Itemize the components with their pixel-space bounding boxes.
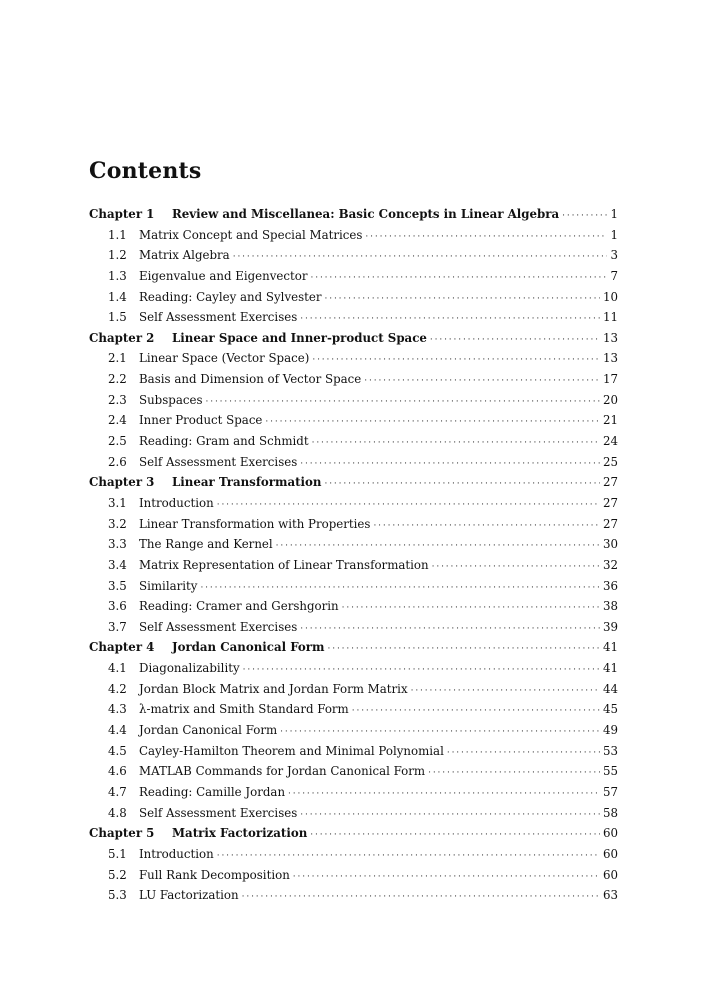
toc-section-entry[interactable] <box>89 620 618 641</box>
section-number: 5.1 <box>108 846 127 861</box>
toc-section-entry[interactable] <box>89 723 618 744</box>
chapter-number: Chapter 3 <box>89 475 155 490</box>
section-title: λ-matrix and Smith Standard Form <box>139 702 349 717</box>
dot-leader <box>373 517 600 531</box>
page-number: 30 <box>602 537 618 552</box>
dot-leader <box>428 764 600 778</box>
dot-leader <box>310 826 600 840</box>
toc-section-entry[interactable] <box>89 517 618 538</box>
section-number: 1.2 <box>108 248 127 263</box>
toc-section-entry[interactable] <box>89 744 618 765</box>
dot-leader <box>432 558 600 572</box>
toc-section-entry[interactable] <box>89 537 618 558</box>
dot-leader <box>200 579 600 593</box>
toc-chapter-entry[interactable] <box>89 826 618 847</box>
page-number: 1 <box>610 227 618 242</box>
dot-leader <box>352 702 600 716</box>
section-title: Jordan Canonical Form <box>139 723 278 738</box>
section-title: Self Assessment Exercises <box>139 310 298 325</box>
section-title: Linear Space (Vector Space) <box>139 351 310 366</box>
section-number: 4.1 <box>108 661 127 676</box>
dot-leader <box>311 269 608 283</box>
dot-leader <box>342 599 600 613</box>
section-number: 4.8 <box>108 805 127 820</box>
dot-leader <box>300 806 600 820</box>
page-number: 49 <box>602 723 618 738</box>
section-number: 1.4 <box>108 289 127 304</box>
toc-section-entry[interactable] <box>89 868 618 889</box>
dot-leader <box>430 331 600 345</box>
toc-section-entry[interactable] <box>89 393 618 414</box>
page-number: 25 <box>602 454 618 469</box>
toc-section-entry[interactable] <box>89 579 618 600</box>
section-title: Eigenvalue and Eigenvector <box>139 268 308 283</box>
dot-leader <box>562 207 607 221</box>
page-number: 1 <box>610 207 618 221</box>
section-number: 3.2 <box>108 516 127 531</box>
toc-section-entry[interactable] <box>89 702 618 723</box>
chapter-title: Matrix Factorization <box>172 826 308 841</box>
dot-leader <box>365 228 607 242</box>
chapter-title: Review and Miscellanea: Basic Concepts in Linear Algebra <box>172 207 560 221</box>
section-number: 4.5 <box>108 743 127 758</box>
section-title: Jordan Block Matrix and Jordan Form Matrix <box>139 681 408 696</box>
section-number: 3.5 <box>108 578 127 593</box>
page-number: 60 <box>602 846 618 861</box>
section-number: 3.1 <box>108 495 127 510</box>
page-number: 55 <box>602 764 618 779</box>
section-number: 3.3 <box>108 537 127 552</box>
section-number: 2.6 <box>108 454 127 469</box>
chapter-number: Chapter 5 <box>89 826 155 841</box>
toc-section-entry[interactable] <box>89 599 618 620</box>
toc-section-entry[interactable] <box>89 310 618 331</box>
page-number: 27 <box>602 516 618 531</box>
toc-chapter-entry[interactable] <box>89 207 618 228</box>
section-number: 2.5 <box>108 434 127 449</box>
section-title: Cayley-Hamilton Theorem and Minimal Polynomial <box>139 743 444 758</box>
page-number: 63 <box>602 888 618 903</box>
section-number: 3.6 <box>108 599 127 614</box>
toc-chapter-entry[interactable] <box>89 640 618 661</box>
toc-section-entry[interactable] <box>89 290 618 311</box>
section-title: Reading: Cramer and Gershgorin <box>139 599 339 614</box>
dot-leader <box>300 310 600 324</box>
section-number: 3.7 <box>108 619 127 634</box>
section-number: 4.7 <box>108 784 127 799</box>
section-title: Self Assessment Exercises <box>139 454 298 469</box>
page-number: 60 <box>602 867 618 882</box>
page-number: 57 <box>602 784 618 799</box>
section-number: 1.1 <box>108 227 127 242</box>
dot-leader <box>300 455 600 469</box>
dot-leader <box>233 248 608 262</box>
table-of-contents <box>89 207 618 909</box>
dot-leader <box>243 661 600 675</box>
page-number: 44 <box>602 681 618 696</box>
section-title: Subspaces <box>139 392 203 407</box>
dot-leader <box>217 496 600 510</box>
toc-chapter-entry[interactable] <box>89 475 618 496</box>
section-number: 1.5 <box>108 310 127 325</box>
page-number: 41 <box>602 640 618 655</box>
page-number: 13 <box>602 351 618 366</box>
section-title: Introduction <box>139 846 214 861</box>
page-number: 60 <box>602 826 618 841</box>
section-title: LU Factorization <box>139 888 239 903</box>
section-title: MATLAB Commands for Jordan Canonical Form <box>139 764 426 779</box>
toc-section-entry[interactable] <box>89 228 618 249</box>
page-number: 7 <box>610 268 618 283</box>
page-number: 3 <box>610 248 618 263</box>
dot-leader <box>364 372 600 386</box>
section-number: 4.2 <box>108 681 127 696</box>
section-number: 1.3 <box>108 268 127 283</box>
page-number: 10 <box>602 289 618 304</box>
section-title: The Range and Kernel <box>139 537 273 552</box>
chapter-title: Jordan Canonical Form <box>172 640 325 655</box>
section-title: Matrix Concept and Special Matrices <box>139 227 363 242</box>
page-number: 27 <box>602 475 618 490</box>
toc-section-entry[interactable] <box>89 496 618 517</box>
toc-section-entry[interactable] <box>89 764 618 785</box>
page-number: 24 <box>602 434 618 449</box>
section-title: Matrix Representation of Linear Transformation <box>139 557 429 572</box>
chapter-title: Linear Space and Inner-product Space <box>172 330 427 345</box>
section-title: Full Rank Decomposition <box>139 867 290 882</box>
page-title: Contents <box>89 158 202 184</box>
toc-section-entry[interactable] <box>89 888 618 909</box>
section-title: Reading: Cayley and Sylvester <box>139 289 322 304</box>
chapter-number: Chapter 1 <box>89 207 155 221</box>
chapter-number: Chapter 4 <box>89 640 155 655</box>
page-number: 32 <box>602 557 618 572</box>
toc-section-entry[interactable] <box>89 785 618 806</box>
chapter-title: Linear Transformation <box>172 475 322 490</box>
dot-leader <box>280 723 600 737</box>
page-number: 38 <box>602 599 618 614</box>
section-title: Reading: Gram and Schmidt <box>139 434 309 449</box>
toc-section-entry[interactable] <box>89 248 618 269</box>
dot-leader <box>325 290 600 304</box>
section-number: 2.4 <box>108 413 127 428</box>
page-number: 36 <box>602 578 618 593</box>
toc-section-entry[interactable] <box>89 413 618 434</box>
toc-chapter-entry[interactable] <box>89 331 618 352</box>
toc-section-entry[interactable] <box>89 455 618 476</box>
dot-leader <box>312 351 600 365</box>
section-number: 4.6 <box>108 764 127 779</box>
section-number: 4.4 <box>108 723 127 738</box>
page-number: 45 <box>602 702 618 717</box>
toc-section-entry[interactable] <box>89 661 618 682</box>
dot-leader <box>288 785 600 799</box>
dot-leader <box>312 434 600 448</box>
page-number: 17 <box>602 372 618 387</box>
section-title: Similarity <box>139 578 198 593</box>
dot-leader <box>276 537 600 551</box>
page-number: 58 <box>602 805 618 820</box>
section-title: Reading: Camille Jordan <box>139 784 286 799</box>
page-number: 39 <box>602 619 618 634</box>
page-number: 13 <box>602 330 618 345</box>
section-number: 5.3 <box>108 888 127 903</box>
dot-leader <box>217 847 600 861</box>
toc-section-entry[interactable] <box>89 806 618 827</box>
section-title: Introduction <box>139 495 214 510</box>
toc-section-entry[interactable] <box>89 351 618 372</box>
section-title: Diagonalizability <box>139 661 240 676</box>
page-number: 11 <box>602 310 618 325</box>
chapter-number: Chapter 2 <box>89 330 155 345</box>
dot-leader <box>206 393 600 407</box>
dot-leader <box>411 682 600 696</box>
section-title: Basis and Dimension of Vector Space <box>139 372 362 387</box>
toc-section-entry[interactable] <box>89 372 618 393</box>
dot-leader <box>300 620 600 634</box>
dot-leader <box>293 868 600 882</box>
toc-section-entry[interactable] <box>89 434 618 455</box>
section-title: Matrix Algebra <box>139 248 230 263</box>
page-number: 27 <box>602 495 618 510</box>
page-number: 53 <box>602 743 618 758</box>
section-title: Self Assessment Exercises <box>139 805 298 820</box>
dot-leader <box>328 640 600 654</box>
section-number: 2.1 <box>108 351 127 366</box>
toc-section-entry[interactable] <box>89 847 618 868</box>
dot-leader <box>265 413 600 427</box>
toc-section-entry[interactable] <box>89 269 618 290</box>
section-number: 4.3 <box>108 702 127 717</box>
dot-leader <box>242 888 600 902</box>
page-number: 41 <box>602 661 618 676</box>
page-number: 20 <box>602 392 618 407</box>
section-title: Inner Product Space <box>139 413 263 428</box>
section-title: Self Assessment Exercises <box>139 619 298 634</box>
section-number: 2.2 <box>108 372 127 387</box>
dot-leader <box>324 475 600 489</box>
section-number: 5.2 <box>108 867 127 882</box>
dot-leader <box>447 744 600 758</box>
section-number: 2.3 <box>108 392 127 407</box>
toc-section-entry[interactable] <box>89 558 618 579</box>
page-number: 21 <box>602 413 618 428</box>
section-number: 3.4 <box>108 557 127 572</box>
section-title: Linear Transformation with Properties <box>139 516 371 531</box>
toc-section-entry[interactable] <box>89 682 618 703</box>
